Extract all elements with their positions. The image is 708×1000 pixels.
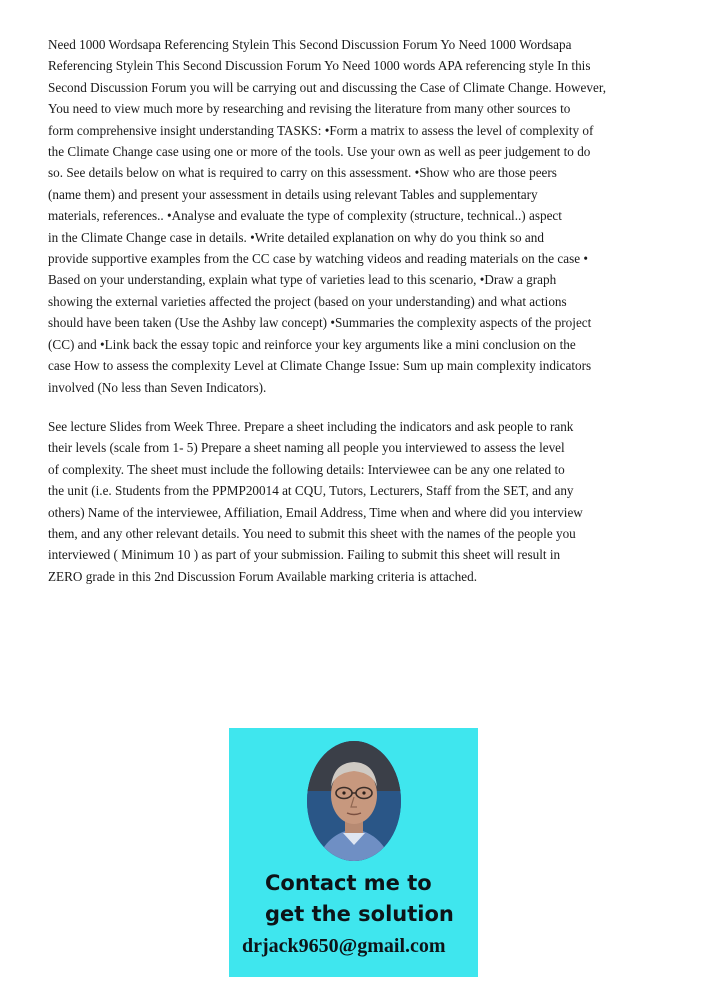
text-line: involved (No less than Seven Indicators).: [48, 379, 267, 395]
paragraph-intro: [48, 34, 660, 398]
text-line: materials, references.. •Analyse and evaluate the type of complexity (structure, technical..) aspect: [48, 208, 562, 224]
text-line: so. See details below on what is required to carry on this assessment. •Show who are those peers: [48, 165, 557, 181]
text-line: in the Climate Change case in details. •Write detailed explanation on why do you think so and: [48, 229, 544, 245]
text-line: See lecture Slides from Week Three. Prepare a sheet including the indicators and ask people to rank: [48, 419, 574, 434]
text-line: (CC) and •Link back the essay topic and reinforce your key arguments like a mini conclusion on the: [48, 336, 576, 352]
text-line: Referencing Stylein This Second Discussion Forum Yo Need 1000 words APA referencing style In this: [48, 58, 591, 74]
text-line: interviewed ( Minimum 10 ) as part of your submission. Failing to submit this sheet will result in: [48, 547, 561, 563]
text-line: Based on your understanding, explain what type of varieties lead to this scenario, •Draw a graph: [48, 272, 557, 288]
text-line: of complexity. The sheet must include the following details: Interviewee can be any one related to: [48, 461, 565, 477]
text-line: should have been taken (Use the Ashby law concept) •Summaries the complexity aspects of the project: [48, 315, 592, 331]
contact-heading: [265, 868, 465, 930]
text-line: showing the external varieties affected the project (based on your understanding) and what actions: [48, 293, 567, 309]
text-line: form comprehensive insight understanding TASKS: •Form a matrix to assess the level of complexity of: [48, 122, 594, 138]
text-line: case How to assess the complexity Level at Climate Change Issue: Sum up main complexity indicators: [48, 358, 592, 374]
contact-advertisement[interactable]: [229, 728, 478, 977]
text-line: their levels (scale from 1- 5) Prepare a sheet naming all people you interviewed to assess the level: [48, 440, 565, 456]
text-line: the unit (i.e. Students from the PPMP20014 at CQU, Tutors, Lecturers, Staff from the SET, and any: [48, 483, 574, 499]
text-line: Need 1000 Wordsapa Referencing Stylein This Second Discussion Forum Yo Need 1000 Wordsapa: [48, 37, 572, 52]
text-line: provide supportive examples from the CC case by watching videos and reading materials on the case •: [48, 251, 589, 267]
contact-heading-line1: Contact me to: [265, 871, 432, 895]
text-line: them, and any other relevant details. You need to submit this sheet with the names of the people you: [48, 526, 576, 542]
paragraph-instructions: [48, 416, 660, 587]
text-line: others) Name of the interviewee, Affiliation, Email Address, Time when and where did you interview: [48, 504, 583, 520]
text-line: the Climate Change case using one or more of the tools. Use your own as well as peer judgement to do: [48, 144, 591, 160]
contact-email[interactable]: drjack9650@gmail.com: [242, 935, 446, 957]
text-line: You need to view much more by researching and revising the literature from many other sources to: [48, 101, 571, 117]
text-line: (name them) and present your assessment in details using relevant Tables and supplementary: [48, 186, 538, 202]
text-line: Second Discussion Forum you will be carrying out and discussing the Case of Climate Change. However,: [48, 79, 607, 95]
contact-heading-line2: get the solution: [265, 902, 454, 926]
text-line: ZERO grade in this 2nd Discussion Forum Available marking criteria is attached.: [48, 568, 477, 584]
author-portrait-image: [307, 741, 401, 861]
